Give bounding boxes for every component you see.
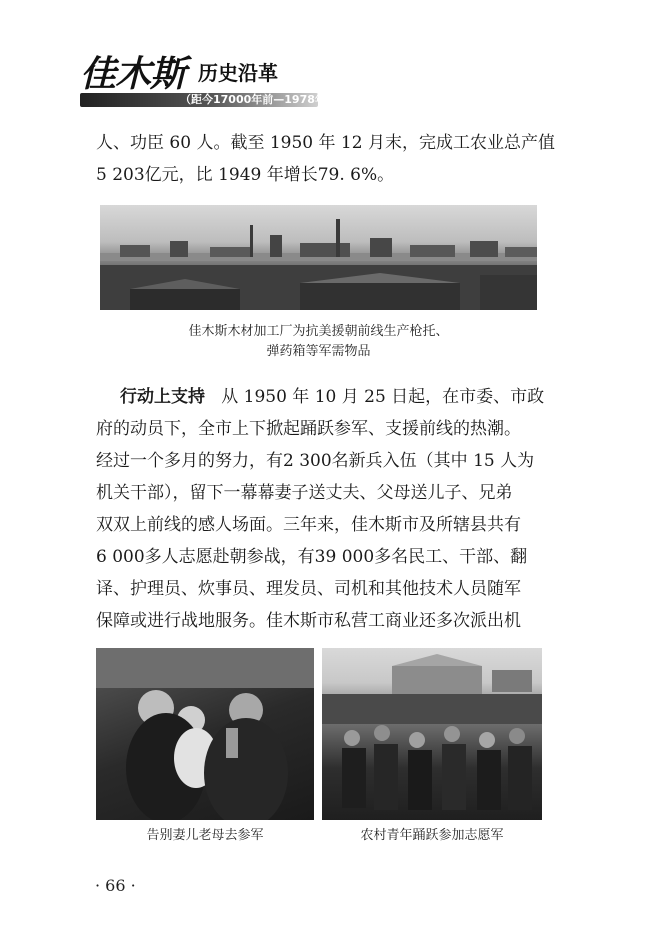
- header-title-big: 佳木斯: [80, 54, 186, 95]
- para2-line-1: [120, 382, 544, 412]
- page-number: · 66 ·: [95, 876, 136, 895]
- photo2-caption: 告别妻儿老母去参军: [146, 828, 264, 843]
- factory-panorama-photo: [100, 205, 537, 310]
- photo1-caption-line-2: 弹药箱等军需物品: [266, 344, 371, 359]
- farewell-photo: [96, 648, 314, 820]
- volunteers-crowd-photo: [322, 648, 542, 820]
- farewell-drawing: [96, 648, 314, 820]
- para2-line-2: 府的动员下，全市上下掀起踊跃参军、支援前线的热潮。: [96, 419, 521, 439]
- header-title-small: 历史沿革: [198, 61, 278, 85]
- para2-line-7: 译、护理员、炊事员、理发员、司机和其他技术人员随军: [96, 579, 521, 599]
- volunteers-crowd-drawing: [322, 648, 542, 820]
- para1-line-2: 5 203亿元，比 1949 年增长79. 6%。: [96, 165, 395, 185]
- para2-line-6: 6 000多人志愿赴朝参战，有39 000多名民工、干部、翻: [96, 547, 528, 567]
- para2-line-4: 机关干部），留下一幕幕妻子送丈夫、父母送儿子、兄弟: [96, 483, 513, 503]
- para1-line-1: 人、功臣 60 人。截至 1950 年 12 月末，完成工农业总产值: [96, 133, 555, 153]
- factory-panorama-drawing: [100, 205, 537, 310]
- photo3-caption: 农村青年踊跃参加志愿军: [360, 828, 504, 843]
- photo1-caption-line-1: 佳木斯木材加工厂为抗美援朝前线生产枪托、: [188, 324, 449, 339]
- header-subtitle: （距今17000年前—1978年）: [180, 93, 337, 106]
- para2-line-3: 经过一个多月的努力，有2 300名新兵入伍（其中 15 人为: [96, 451, 535, 471]
- para2-line-5: 双双上前线的感人场面。三年来，佳木斯市及所辖县共有: [96, 515, 521, 535]
- para2-line-8: 保障或进行战地服务。佳木斯市私营工商业还多次派出机: [96, 611, 521, 631]
- para2-line-1-text: 从 1950 年 10 月 25 日起，在市委、市政: [221, 387, 545, 407]
- para2-heading: 行动上支持: [120, 387, 205, 407]
- chapter-header: [80, 55, 340, 107]
